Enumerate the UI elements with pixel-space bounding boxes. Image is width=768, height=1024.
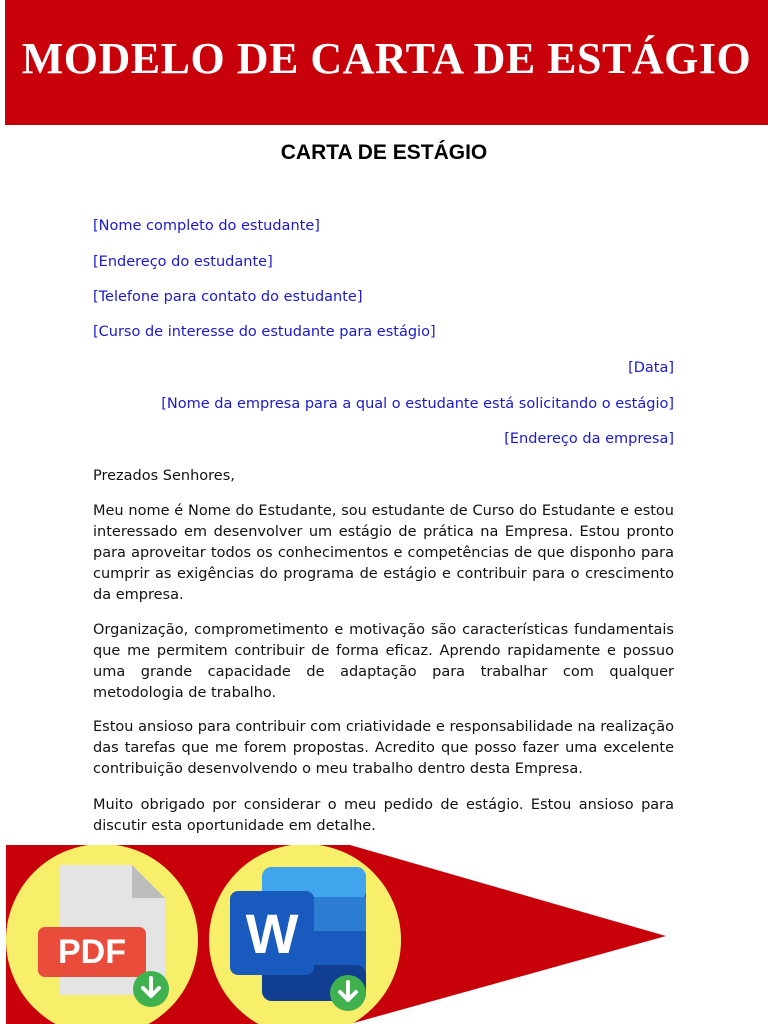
header-banner	[5, 0, 768, 125]
student-address-field: [Endereço do estudante]	[93, 254, 273, 270]
paragraph-3: Estou ansioso para contribuir com criatividade e responsabilidade na realização das tarefas que me forem propostas. Acredito que posso fazer uma excelente contribuição desenvolvendo o meu trabalho dentro desta Empresa.	[93, 719, 674, 777]
word-download-button[interactable]	[209, 845, 401, 1024]
student-name-field: [Nome completo do estudante]	[93, 218, 320, 234]
word-label: W	[245, 902, 299, 965]
paragraph-1: Meu nome é Nome do Estudante, sou estudante de Curso do Estudante e estou interessado em desenvolver um estágio de prática na Empresa. Estou pronto para aproveitar todos os conhecimentos e competências de que disponho para cumprir as exigências do programa de estágio e contribuir para o crescimento da empresa.	[93, 503, 674, 603]
student-phone-field: [Telefone para contato do estudante]	[93, 289, 363, 305]
paragraph-4: Muito obrigado por considerar o meu pedido de estágio. Estou ansioso para discutir esta oportunidade em detalhe.	[93, 797, 674, 834]
word-download-icon	[330, 975, 366, 1011]
company-address-field: [Endereço da empresa]	[504, 431, 674, 447]
download-footer	[0, 845, 768, 1024]
student-course-field: [Curso de interesse do estudante para estágio]	[93, 324, 436, 340]
pdf-download-icon	[133, 971, 169, 1007]
date-field: [Data]	[628, 360, 674, 376]
pdf-label: PDF	[58, 933, 126, 971]
pdf-download-button[interactable]	[6, 845, 198, 1024]
document-title: CARTA DE ESTÁGIO	[280, 141, 488, 164]
banner-title: MODELO DE CARTA DE ESTÁGIO	[21, 34, 752, 83]
paragraph-2: Organização, comprometimento e motivação são características fundamentais que me permitem contribuir de forma eficaz. Aprendo rapidamente e possuo uma grande capacidade de adaptação para trabalhar com qualquer metodologia de trabalho.	[93, 622, 674, 701]
company-name-field: [Nome da empresa para a qual o estudante está solicitando o estágio]	[161, 396, 674, 412]
greeting: Prezados Senhores,	[93, 468, 235, 484]
